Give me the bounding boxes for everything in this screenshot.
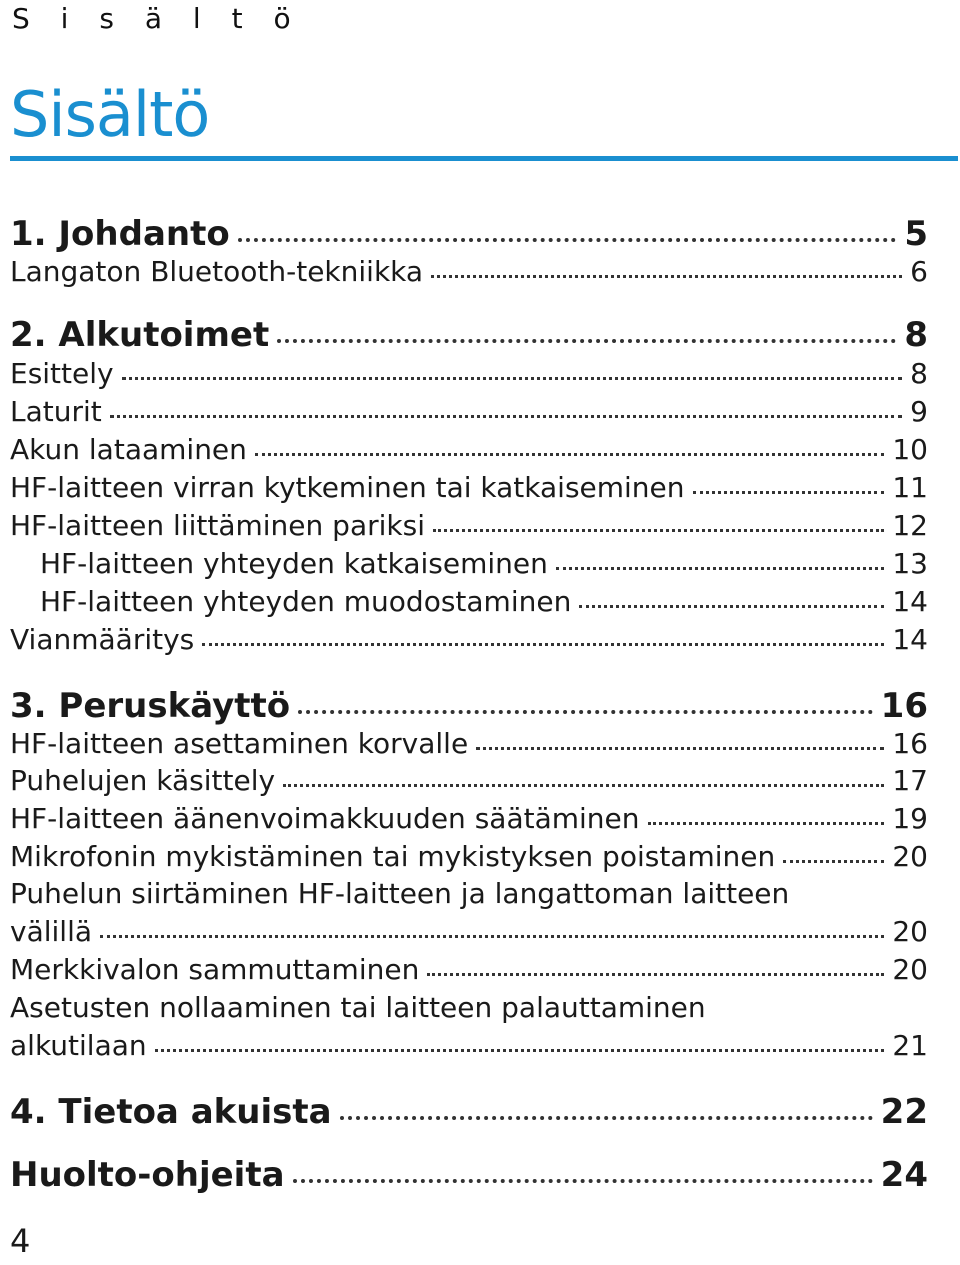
toc-page: 21 [892, 1029, 928, 1062]
dot-leader [340, 1116, 873, 1120]
dot-leader [155, 1049, 885, 1052]
toc-page: 14 [892, 585, 928, 618]
toc-page: 10 [892, 433, 928, 466]
dot-leader [556, 567, 884, 570]
toc-entry[interactable] [10, 255, 928, 288]
dot-leader [783, 860, 884, 863]
toc-page: 22 [880, 1092, 928, 1132]
toc-label: Merkkivalon sammuttaminen [10, 953, 420, 986]
toc-label: HF-laitteen asettaminen korvalle [10, 727, 469, 760]
toc-label: HF-laitteen virran kytkeminen tai katkaiseminen [10, 471, 685, 504]
toc-label: HF-laitteen yhteyden katkaiseminen [40, 547, 548, 580]
header-label: S i s ä l t ö [12, 2, 302, 35]
toc-chapter-4[interactable] [10, 1092, 928, 1132]
toc-page: 11 [892, 471, 928, 504]
dot-leader [100, 935, 884, 938]
toc-label: Mikrofonin mykistäminen tai mykistyksen poistaminen [10, 840, 776, 873]
toc-entry[interactable] [10, 915, 928, 948]
toc-page: 13 [892, 547, 928, 580]
toc-page: 24 [880, 1155, 928, 1195]
toc-chapter-3[interactable] [10, 686, 928, 726]
toc-label: HF-laitteen äänenvoimakkuuden säätäminen [10, 802, 640, 835]
dot-leader [427, 973, 884, 976]
toc-label: Vianmääritys [10, 623, 195, 656]
toc-entry[interactable] [10, 727, 928, 760]
dot-leader [238, 238, 897, 242]
title-rule [10, 156, 958, 161]
dot-leader [431, 275, 902, 278]
dot-leader [122, 377, 903, 380]
dot-leader [648, 822, 885, 825]
toc-label: 1. Johdanto [10, 214, 230, 254]
toc-entry[interactable] [10, 433, 928, 466]
toc-entry[interactable] [10, 1029, 928, 1062]
toc-label: 2. Alkutoimet [10, 315, 270, 355]
toc-page: 6 [910, 255, 928, 288]
toc-label: 4. Tietoa akuista [10, 1092, 332, 1132]
toc-entry[interactable] [10, 623, 928, 656]
toc-page: 17 [892, 764, 928, 797]
toc-subentry[interactable] [40, 547, 928, 580]
dot-leader [579, 605, 884, 608]
toc-page: 16 [892, 727, 928, 760]
toc-label: alkutilaan [10, 1029, 147, 1062]
toc-entry[interactable] [10, 802, 928, 835]
toc-entry[interactable] [10, 509, 928, 542]
dot-leader [476, 747, 884, 750]
toc-label: Esittely [10, 357, 114, 390]
toc-page: 8 [910, 357, 928, 390]
dot-leader [693, 491, 885, 494]
toc-entry[interactable] [10, 395, 928, 428]
dot-leader [202, 643, 884, 646]
toc-entry[interactable] [10, 840, 928, 873]
toc-page: 5 [904, 214, 928, 254]
toc-label: Langaton Bluetooth-tekniikka [10, 255, 424, 288]
toc-chapter-1[interactable] [10, 214, 928, 254]
toc-page: 14 [892, 623, 928, 656]
toc-entry[interactable] [10, 471, 928, 504]
toc-entry[interactable] [10, 357, 928, 390]
toc-page: 12 [892, 509, 928, 542]
toc-entry-first-line[interactable]: Puhelun siirtäminen HF-laitteen ja langattoman laitteen [10, 877, 790, 910]
toc-page: 9 [910, 395, 928, 428]
page-title: Sisältö [10, 78, 210, 151]
dot-leader [293, 1179, 873, 1183]
toc-page: 8 [904, 315, 928, 355]
toc-chapter-2[interactable] [10, 315, 928, 355]
toc-label: HF-laitteen liittäminen pariksi [10, 509, 425, 542]
page-number: 4 [10, 1222, 31, 1260]
dot-leader [298, 710, 873, 714]
toc-label: välillä [10, 915, 93, 948]
dot-leader [255, 453, 884, 456]
toc-label: HF-laitteen yhteyden muodostaminen [40, 585, 572, 618]
toc-page: 16 [880, 686, 928, 726]
dot-leader [283, 784, 884, 787]
toc-chapter-5[interactable] [10, 1155, 928, 1195]
toc-label: Puhelujen käsittely [10, 764, 276, 797]
toc-page: 20 [892, 840, 928, 873]
toc-label: Huolto-ohjeita [10, 1155, 285, 1195]
toc-page: 20 [892, 915, 928, 948]
toc-label: Akun lataaminen [10, 433, 247, 466]
toc-page: 20 [892, 953, 928, 986]
toc-entry[interactable] [10, 764, 928, 797]
toc-label: Laturit [10, 395, 102, 428]
toc-page: 19 [892, 802, 928, 835]
toc-entry-first-line[interactable]: Asetusten nollaaminen tai laitteen palauttaminen [10, 991, 706, 1024]
toc-entry[interactable] [10, 953, 928, 986]
toc-label: 3. Peruskäyttö [10, 686, 291, 726]
dot-leader [277, 339, 896, 343]
dot-leader [433, 529, 884, 532]
toc-subentry[interactable] [40, 585, 928, 618]
dot-leader [110, 415, 902, 418]
